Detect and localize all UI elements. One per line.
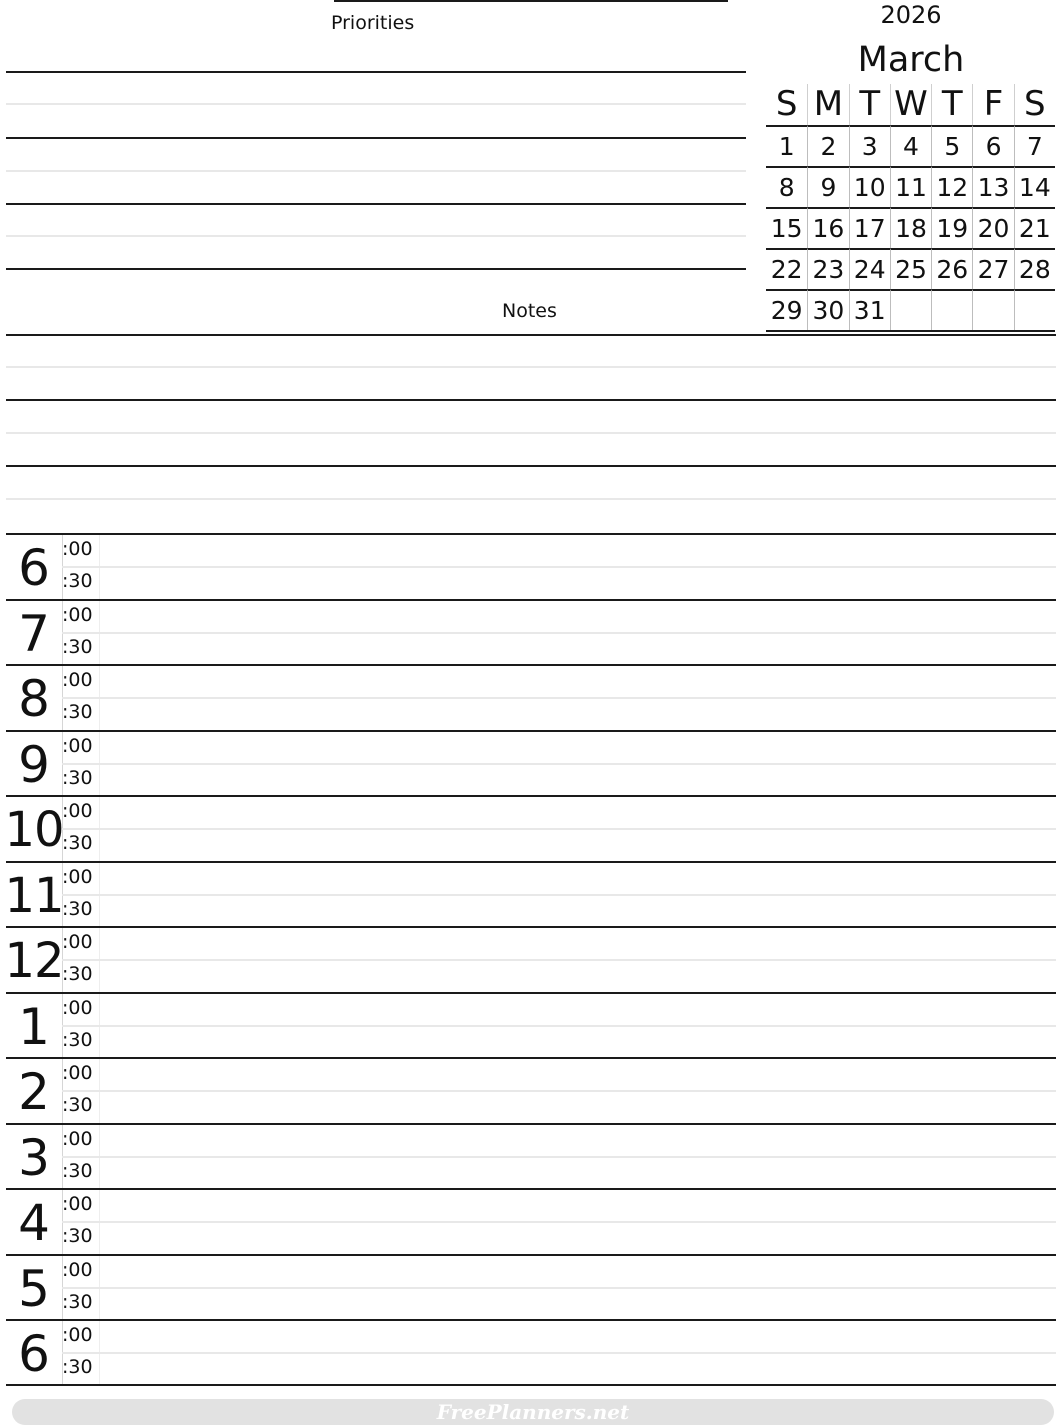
notes-line (6, 334, 1056, 336)
mini-calendar (766, 84, 1055, 332)
hourly-schedule (6, 533, 1056, 1385)
minute-label-00: :00 (62, 931, 93, 953)
half-hour-line (62, 697, 1056, 699)
minute-label-00: :00 (62, 734, 93, 757)
calendar-day-empty (890, 289, 931, 330)
hour-slot[interactable] (6, 1123, 1056, 1189)
calendar-day[interactable]: 30 (807, 289, 848, 330)
calendar-day[interactable]: 11 (890, 166, 931, 207)
weekday-label: W (890, 84, 931, 125)
half-hour-line (62, 1090, 1056, 1092)
half-hour-line (62, 566, 1056, 568)
calendar-day-empty (972, 289, 1013, 330)
calendar-week-row (766, 289, 1055, 330)
calendar-day[interactable]: 9 (807, 166, 848, 207)
footer-brand-bar (12, 1399, 1054, 1425)
half-hour-line (62, 1156, 1056, 1158)
hour-slot[interactable] (6, 795, 1056, 861)
priority-line (6, 268, 746, 270)
calendar-day[interactable]: 2 (807, 125, 848, 166)
notes-line (6, 399, 1056, 401)
weekday-label: S (1014, 84, 1055, 125)
weekday-label: T (931, 84, 972, 125)
minute-label-30: :30 (62, 766, 93, 789)
priority-guide-line (6, 170, 746, 172)
hour-number: 3 (18, 1128, 50, 1187)
hour-number: 9 (18, 735, 50, 794)
calendar-day[interactable]: 24 (849, 248, 890, 289)
calendar-week-row (766, 125, 1055, 166)
half-hour-line (62, 763, 1056, 765)
minute-label-30: :30 (62, 1159, 93, 1182)
minute-label-00: :00 (62, 996, 93, 1019)
minute-label-30: :30 (62, 832, 93, 854)
minute-label-00: :00 (62, 603, 93, 626)
minute-label-00: :00 (62, 800, 93, 822)
notes-line (6, 465, 1056, 467)
calendar-day[interactable]: 15 (766, 207, 807, 248)
hour-number: 2 (18, 1063, 50, 1121)
calendar-day[interactable]: 28 (1014, 248, 1055, 289)
calendar-day[interactable]: 17 (849, 207, 890, 248)
calendar-week-row (766, 166, 1055, 207)
calendar-day[interactable]: 4 (890, 125, 931, 166)
calendar-day[interactable]: 29 (766, 289, 807, 330)
top-rule (334, 0, 728, 2)
calendar-week-row (766, 207, 1055, 248)
notes-guide-line (6, 432, 1056, 434)
notes-title: Notes (502, 300, 557, 322)
minute-label-30: :30 (62, 570, 93, 592)
calendar-day[interactable]: 25 (890, 248, 931, 289)
calendar-day[interactable]: 10 (849, 166, 890, 207)
hour-slot[interactable] (6, 1319, 1056, 1385)
hour-slot[interactable] (6, 1188, 1056, 1254)
calendar-day[interactable]: 18 (890, 207, 931, 248)
half-hour-line (62, 894, 1056, 896)
hour-number: 8 (18, 670, 50, 728)
hour-slot[interactable] (6, 1057, 1056, 1123)
minute-label-00: :00 (62, 1258, 93, 1281)
priorities-title: Priorities (331, 12, 415, 34)
minute-label-30: :30 (62, 701, 93, 723)
half-hour-line (62, 632, 1056, 634)
hour-slot[interactable] (6, 599, 1056, 665)
half-hour-line (62, 1025, 1056, 1027)
half-hour-line (62, 1221, 1056, 1223)
hour-slot[interactable] (6, 664, 1056, 730)
calendar-day-empty (1014, 289, 1055, 330)
hour-number: 1 (18, 997, 50, 1056)
half-hour-line (62, 1287, 1056, 1289)
minute-label-30: :30 (62, 1094, 93, 1116)
hour-number: 6 (18, 1325, 50, 1383)
minute-label-00: :00 (62, 1324, 93, 1346)
calendar-day[interactable]: 8 (766, 166, 807, 207)
minute-label-00: :00 (62, 538, 93, 560)
calendar-day-empty (931, 289, 972, 330)
hour-slot[interactable] (6, 992, 1056, 1058)
brand-wordmark: FreePlanners.net (436, 1400, 630, 1424)
hour-number: 12 (4, 933, 64, 989)
calendar-day[interactable]: 20 (972, 207, 1013, 248)
calendar-day[interactable]: 13 (972, 166, 1013, 207)
priority-guide-line (6, 235, 746, 237)
calendar-day[interactable]: 1 (766, 125, 807, 166)
calendar-day[interactable]: 26 (931, 248, 972, 289)
minute-label-30: :30 (62, 635, 93, 658)
half-hour-line (62, 828, 1056, 830)
calendar-day[interactable]: 6 (972, 125, 1013, 166)
hour-slot[interactable] (6, 730, 1056, 796)
weekday-label: F (972, 84, 1013, 125)
priority-guide-line (6, 103, 746, 105)
hour-number: 5 (18, 1259, 50, 1318)
calendar-day[interactable]: 27 (972, 248, 1013, 289)
minute-label-00: :00 (62, 669, 93, 691)
priority-line (6, 71, 746, 73)
calendar-day[interactable]: 31 (849, 289, 890, 330)
minute-label-00: :00 (62, 1193, 93, 1215)
half-hour-line (62, 959, 1056, 961)
calendar-day[interactable]: 12 (931, 166, 972, 207)
minute-label-30: :30 (62, 1028, 93, 1051)
calendar-week-row (766, 248, 1055, 289)
calendar-day[interactable]: 22 (766, 248, 807, 289)
hour-number: 7 (18, 604, 50, 663)
minute-label-00: :00 (62, 865, 93, 888)
weekday-label: T (849, 84, 890, 125)
weekday-label: S (775, 84, 798, 124)
hour-number: 10 (4, 802, 64, 858)
minute-label-30: :30 (62, 1290, 93, 1313)
hour-slot[interactable] (6, 926, 1056, 992)
calendar-year: 2026 (880, 1, 942, 29)
minute-label-30: :30 (62, 1225, 93, 1247)
minute-label-00: :00 (62, 1062, 93, 1084)
minute-label-00: :00 (62, 1127, 93, 1150)
schedule-bottom-rule (6, 1384, 1056, 1386)
hour-number: 4 (18, 1194, 50, 1252)
calendar-weekday-row (766, 84, 1055, 125)
hour-slot[interactable] (6, 533, 1056, 599)
minute-label-30: :30 (62, 1356, 93, 1378)
calendar-day[interactable]: 7 (1014, 125, 1055, 166)
calendar-day[interactable]: 14 (1014, 166, 1055, 207)
notes-guide-line (6, 366, 1056, 368)
half-hour-line (62, 1352, 1056, 1354)
weekday-label: M (807, 84, 848, 125)
minute-label-30: :30 (62, 897, 93, 920)
calendar-day[interactable]: 16 (807, 207, 848, 248)
notes-guide-line (6, 498, 1056, 500)
calendar-day[interactable]: 21 (1014, 207, 1055, 248)
calendar-day[interactable]: 19 (931, 207, 972, 248)
hour-slot[interactable] (6, 1254, 1056, 1320)
minute-label-30: :30 (62, 963, 93, 985)
calendar-day[interactable]: 23 (807, 248, 848, 289)
priority-line (6, 203, 746, 205)
hour-number: 11 (4, 867, 64, 924)
priority-line (6, 137, 746, 139)
calendar-bottom-rule (766, 330, 1055, 332)
calendar-month: March (857, 40, 965, 80)
hour-slot[interactable] (6, 861, 1056, 927)
calendar-day[interactable]: 3 (849, 125, 890, 166)
hour-number: 6 (18, 539, 50, 597)
calendar-day[interactable]: 5 (931, 125, 972, 166)
